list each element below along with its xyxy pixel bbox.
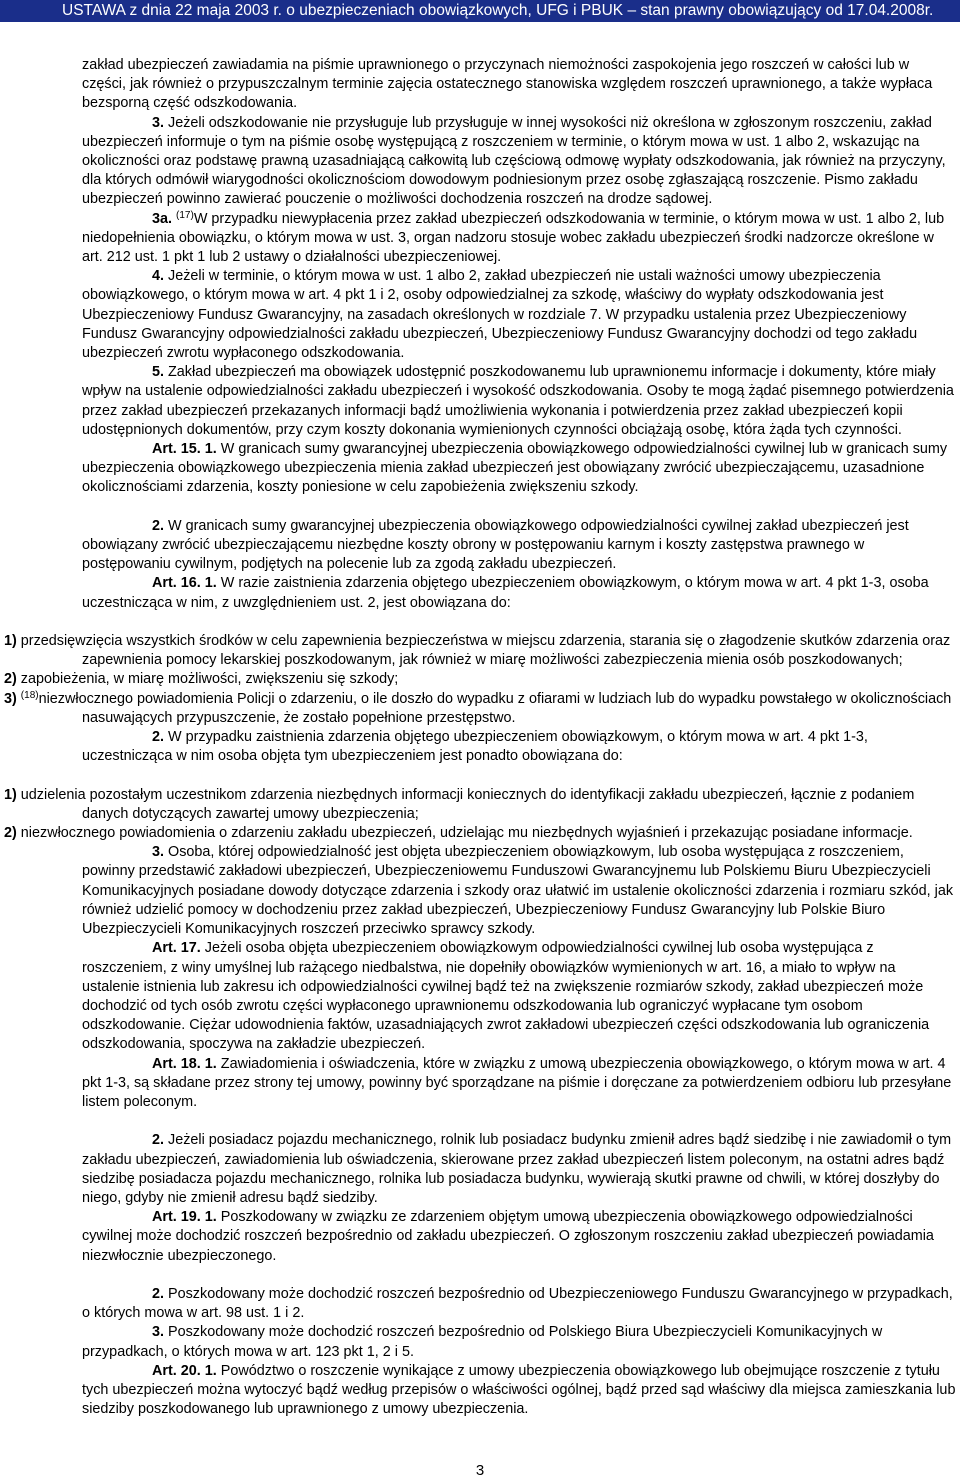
- article-number: Art. 19. 1.: [152, 1209, 217, 1226]
- list-item-number: 3): [4, 690, 17, 707]
- document-header-bar: [0, 0, 960, 22]
- paragraph: 3. Osoba, której odpowiedzialność jest objęta ubezpieczeniem obowiązkowym, lub osoba występująca z roszczeniem, powinny przedstawić zakładowi ubezpieczeń, Ubezpieczeniowemu Funduszowi Gwarancyjnemu lub Polskiemu Biuru Ubezpieczycieli Komunikacyjnych posiadane dowody dotyczące zdarzenia i szkody oraz ułatwić im ustalenie okoliczności zdarzenia i rozmiaru szkód, jak również udzielić pomocy w dochodzeniu przez zakład ubezpieczeń, Ubezpieczeniowy Fundusz Gwarancyjny lub Polskie Biuro Ubezpieczycieli Komunikacyjnych roszczeń przeciwko sprawcy szkody.: [82, 844, 954, 938]
- page-number: 3: [475, 1462, 485, 1479]
- list-item: 2) zapobieżenia, w miarę możliwości, zwiększeniu się szkody;: [4, 671, 399, 688]
- list-item-number: 2): [4, 825, 17, 842]
- list-item-number: 2): [4, 671, 17, 688]
- paragraph: zakład ubezpieczeń zawiadamia na piśmie uprawnionego o przyczynach niemożności zaspokojenia jego roszczeń w całości lub w części, jak również o przypuszczalnym terminie zajęcia ostatecznego stanowiska względem roszczeń uprawnionego, a także wypłaca bezsporną część odszkodowania.: [82, 57, 933, 112]
- article-paragraph: Art. 17. Jeżeli osoba objęta ubezpieczeniem obowiązkowym odpowiedzialności cywilnej lub osoba występująca z roszczeniem, z winy umyślnej lub rażącego niedbalstwa, nie dopełniły obowiązków wymienionych w art. 16, a miało to wpływ na ustalenie istnienia lub zakresu ich odpowiedzialności cywilnej bądź też na zwiększenie rozmiarów szkody, zakład ubezpieczeń może dochodzić od tych osób zwrotu części wypłaconego uprawnionemu odszkodowania lub ograniczyć wypłacane tym osobom odszkodowanie. Ciężar udowodnienia faktów, uzasadniających zwrot zakładowi ubezpieczeń części odszkodowania lub ograniczenia odszkodowania, spoczywa na zakładzie ubezpieczeń.: [82, 940, 930, 1053]
- list-item: 1) przedsięwzięcia wszystkich środków w celu zapewnienia bezpieczeństwa w miejscu zdarzenia, starania się o złagodzenie skutków zdarzenia oraz zapewnienia pomocy lekarskiej poszkodowanym, jak również w miarę możliwości zabezpieczenia mienia osób poszkodowanych;: [4, 633, 951, 669]
- paragraph: 2. W przypadku zaistnienia zdarzenia objętego ubezpieczeniem obowiązkowym, o którym mowa w art. 4 pkt 1-3, uczestnicząca w nim osoba objęta tym ubezpieczeniem jest ponadto obowiązana do:: [82, 729, 868, 765]
- paragraph: 3a. $^{(17)}$W przypadku niewypłacenia przez zakład ubezpieczeń odszkodowania w terminie, o którym mowa w ust. 1 albo 2, lub niedopełnienia obowiązku, o którym mowa w ust. 3, organ nadzoru stosuje wobec zakładu ubezpieczeń środki nadzorcze określone w art. 212 ust. 1 pkt 1 lub 2 ustawy o działalności ubezpieczeniowej.: [82, 209, 945, 266]
- paragraph-number: 4.: [152, 268, 165, 285]
- paragraph-number: 2.: [152, 1285, 165, 1302]
- paragraph: 2. W granicach sumy gwarancyjnej ubezpieczenia obowiązkowego odpowiedzialności cywilnej zakład ubezpieczeń jest obowiązany zwrócić ubezpieczającemu niezbędne koszty obrony w postępowaniu karnym i koszty zastępstwa prawnego w postępowaniu cywilnym, podjętych na polecenie lub za zgodą zakładu ubezpieczeń.: [82, 517, 909, 573]
- article-paragraph: Art. 16. 1. W razie zaistnienia zdarzenia objętego ubezpieczeniem obowiązkowym, o którym mowa w art. 4 pkt 1-3, osoba uczestnicząca w nim, z uwzględnieniem ust. 2, jest obowiązana do:: [82, 575, 929, 611]
- article-paragraph: Art. 19. 1. Poszkodowany w związku ze zdarzeniem objętym umową ubezpieczenia obowiązkowego odpowiedzialności cywilnej może dochodzić roszczeń bezpośrednio od zakładu ubezpieczeń. O zgłoszonym roszczeniu zakład ubezpieczeń powiadamia niezwłocznie ubezpieczonego.: [82, 1209, 934, 1264]
- list-item: 3) $^{(18)}$niezwłocznego powiadomienia Policji o zdarzeniu, o ile doszło do wypadku z ofiarami w ludziach lub do wypadku powstałego w okolicznościach nasuwających przypuszczenie, że zostało popełnione przestępstwo.: [4, 689, 952, 726]
- list-item: 2) niezwłocznego powiadomienia o zdarzeniu zakładu ubezpieczeń, udzielając mu niezbędnych wyjaśnień i przekazując posiadane informacje.: [4, 825, 913, 842]
- article-paragraph: Art. 18. 1. Zawiadomienia i oświadczenia, które w związku z umową ubezpieczenia obowiązkowego, o którym mowa w art. 4 pkt 1-3, są składane przez strony tej umowy, powinny być sporządzane na piśmie i doręczane za potwierdzeniem odbioru lub przesyłane listem poleconym.: [82, 1055, 952, 1110]
- footnote-marker: (18): [20, 689, 39, 701]
- list-item: 1) udzielenia pozostałym uczestnikom zdarzenia niezbędnych informacji koniecznych do identyfikacji zakładu ubezpieczeń, łącznie z podaniem danych dotyczących zawartej umowy ubezpieczenia;: [4, 786, 915, 822]
- paragraph: 3. Jeżeli odszkodowanie nie przysługuje lub przysługuje w innej wysokości niż określona w zgłoszonym roszczeniu, zakład ubezpieczeń informuje o tym na piśmie osobę występującą z roszczeniem w terminie, o którym mowa w ust. 1 albo 2, wskazując na okoliczności oraz podstawę prawną uzasadniającą całkowitą lub częściową odmowę wypłaty odszkodowania, jak również na przyczyny, dla których odmówił wiarygodności okolicznościom dowodowym podniesionym przez osobę zgłaszającą roszczenie. Pismo zakładu ubezpieczeń powinno zawierać pouczenie o możliwości dochodzenia roszczeń na drodze sądowej.: [82, 114, 946, 208]
- paragraph: 3. Poszkodowany może dochodzić roszczeń bezpośrednio od Polskiego Biura Ubezpieczycieli Komunikacyjnych w przypadkach, o których mowa w art. 123 pkt 1, 2 i 5.: [82, 1324, 883, 1360]
- article-number: Art. 18. 1.: [152, 1055, 217, 1072]
- paragraph-number: 2.: [152, 1132, 165, 1149]
- paragraph-number: 2.: [152, 729, 165, 746]
- article-number: Art. 15. 1.: [152, 441, 217, 458]
- article-paragraph: Art. 20. 1. Powództwo o roszczenie wynikające z umowy ubezpieczenia obowiązkowego lub obejmujące roszczenie z tytułu tych ubezpieczeń można wytoczyć bądź według przepisów o właściwości ogólnej, bądź przed sąd właściwy dla miejsca zamieszkania lub siedziby poszkodowanego lub uprawnionego z umowy ubezpieczenia.: [82, 1362, 956, 1418]
- article-paragraph: Art. 15. 1. W granicach sumy gwarancyjnej ubezpieczenia obowiązkowego odpowiedzialności cywilnej lub w granicach sumy ubezpieczenia obowiązkowego ubezpieczenia mienia zakład ubezpieczeń jest obowiązany zwrócić ubezpieczającemu, uzasadnione okolicznościami zdarzenia, koszty poniesione w celu zapobieżenia zwiększeniu szkody.: [82, 441, 948, 496]
- paragraph-number: 3.: [152, 844, 165, 861]
- paragraph-number: 3.: [152, 114, 165, 131]
- paragraph: 5. Zakład ubezpieczeń ma obowiązek udostępnić poszkodowanemu lub uprawnionemu informacje i dokumenty, które miały wpływ na ustalenie odpowiedzialności zakładu ubezpieczeń i wysokość odszkodowania. Osoby te mogą żądać pisemnego potwierdzenia przez zakład ubezpieczeń przekazanych informacji bądź umożliwienia wykonania i potwierdzenia przez zakład ubezpieczeń kopii udostępnionych dokumentów, przy czym koszty dokonania wymienionych czynności obciążają osobę, która żąda tych czynności.: [82, 364, 954, 438]
- article-number: Art. 20. 1.: [152, 1362, 217, 1379]
- paragraph: 2. Jeżeli posiadacz pojazdu mechanicznego, rolnik lub posiadacz budynku zmienił adres bądź siedzibę i nie zawiadomił o tym zakładu ubezpieczeń, zawiadomienia lub oświadczenia, skierowane przez zakład ubezpieczeń listem poleconym, na ostatni adres bądź siedzibę posiadacza pojazdu mechanicznego, rolnika lub posiadacza budynku, wywierają skutki prawne od chwili, w której doszłyby do niego, gdyby nie zmienił adresu bądź siedziby.: [82, 1132, 952, 1206]
- paragraph-number: 2.: [152, 517, 165, 534]
- paragraph-number: 3a.: [152, 210, 173, 227]
- paragraph-number: 3.: [152, 1324, 165, 1341]
- document-header-text: USTAWA z dnia 22 maja 2003 r. o ubezpieczeniach obowiązkowych, UFG i PBUK – stan prawny obowiązujący od 17.04.2008r.: [62, 2, 934, 19]
- list-item-number: 1): [4, 633, 17, 650]
- paragraph-number: 5.: [152, 364, 165, 381]
- article-number: Art. 16. 1.: [152, 575, 217, 592]
- list-item-number: 1): [4, 786, 17, 803]
- document-body: [0, 56, 960, 1419]
- article-number: Art. 17.: [152, 940, 201, 957]
- paragraph: 4. Jeżeli w terminie, o którym mowa w ust. 1 albo 2, zakład ubezpieczeń nie ustali ważności umowy ubezpieczenia obowiązkowego, o którym mowa w art. 4 pkt 1 i 2, osoby odpowiedzialnej za szkodę, właściwy do wypłaty odszkodowania jest Ubezpieczeniowy Fundusz Gwarancyjny, na zasadach określonych w rozdziale 7. W przypadku ustalenia przez Ubezpieczeniowy Fundusz Gwarancyjny odpowiedzialności zakładu ubezpieczeń, Ubezpieczeniowy Fundusz Gwarancyjny dochodzi od tego zakładu ubezpieczeń zwrotu wypłaconego odszkodowania.: [82, 268, 918, 362]
- footnote-marker: (17): [176, 209, 194, 221]
- paragraph: 2. Poszkodowany może dochodzić roszczeń bezpośrednio od Ubezpieczeniowego Funduszu Gwarancyjnego w przypadkach, o których mowa w art. 98 ust. 1 i 2.: [82, 1285, 953, 1322]
